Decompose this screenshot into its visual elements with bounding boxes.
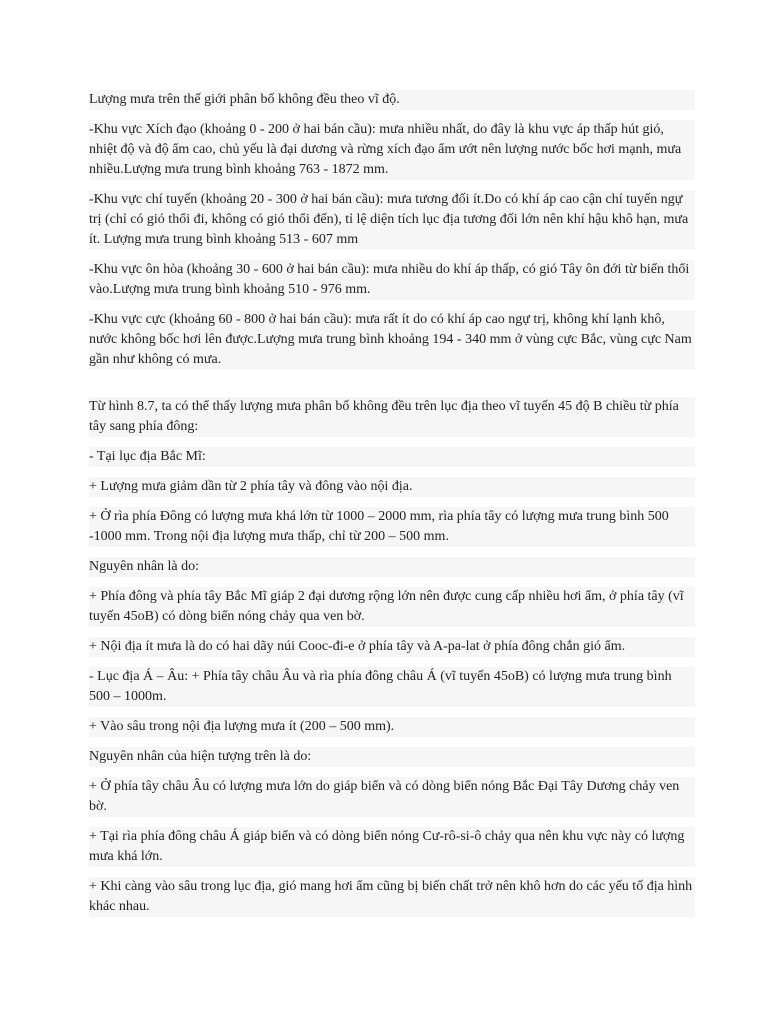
document-page xyxy=(89,90,695,927)
eurasia-cause-1: + Ở phía tây châu Âu có lượng mưa lớn do giáp biển và có dòng biển nóng Bắc Đại Tây Dương chảy ven bờ. xyxy=(89,777,695,817)
na-cause-2: + Nội địa ít mưa là do có hai dãy núi Cooc-đi-e ở phía tây và A-pa-lat ở phía đông chắn gió ẩm. xyxy=(89,637,695,657)
north-america-heading: - Tại lục địa Bắc Mĩ: xyxy=(89,447,695,467)
figure-intro-paragraph: Từ hình 8.7, ta có thể thấy lượng mưa phân bố không đều trên lục địa theo vĩ tuyến 45 độ B chiều từ phía tây sang phía đông: xyxy=(89,397,695,437)
eurasia-paragraph: - Lục địa Á – Âu: + Phía tây châu Âu và rìa phía đông châu Á (vĩ tuyến 45oB) có lượng mưa trung bình 500 – 1000m. xyxy=(89,667,695,707)
polar-paragraph: -Khu vực cực (khoảng 60 - 800 ở hai bán cầu): mưa rất ít do có khí áp cao ngự trị, không khí lạnh khô, nước không bốc hơi lên được.Lượng mưa trung bình khoảng 194 - 340 mm ở vùng cực Bắc, vùng cực Nam gần như không có mưa. xyxy=(89,310,695,370)
intro-paragraph: Lượng mưa trên thế giới phân bố không đều theo vĩ độ. xyxy=(89,90,695,110)
na-cause-heading: Nguyên nhân là do: xyxy=(89,557,695,577)
na-cause-1: + Phía đông và phía tây Bắc Mĩ giáp 2 đại dương rộng lớn nên được cung cấp nhiều hơi ẩm, ở phía tây (vĩ tuyến 45oB) có dòng biển nóng chảy qua ven bờ. xyxy=(89,587,695,627)
temperate-paragraph: -Khu vực ôn hòa (khoảng 30 - 600 ở hai bán cầu): mưa nhiều do khí áp thấp, có gió Tây ôn đới từ biển thổi vào.Lượng mưa trung bình khoảng 510 - 976 mm. xyxy=(89,260,695,300)
na-point-2: + Ở rìa phía Đông có lượng mưa khá lớn từ 1000 – 2000 mm, rìa phía tây có lượng mưa trung bình 500 -1000 mm. Trong nội địa lượng mưa thấp, chỉ từ 200 – 500 mm. xyxy=(89,507,695,547)
eurasia-cause-3: + Khi càng vào sâu trong lục địa, gió mang hơi ẩm cũng bị biến chất trở nên khô hơn do các yếu tố địa hình khác nhau. xyxy=(89,877,695,917)
section-gap xyxy=(89,380,695,397)
equator-paragraph: -Khu vực Xích đạo (khoảng 0 - 200 ở hai bán cầu): mưa nhiều nhất, do đây là khu vực áp thấp hút gió, nhiệt độ và độ ẩm cao, chủ yếu là đại dương và rừng xích đạo ẩm ướt nên lượng nước bốc hơi mạnh, mưa nhiều.Lượng mưa trung bình khoảng 763 - 1872 mm. xyxy=(89,120,695,180)
na-point-1: + Lượng mưa giảm dần từ 2 phía tây và đông vào nội địa. xyxy=(89,477,695,497)
eurasia-cause-heading: Nguyên nhân của hiện tượng trên là do: xyxy=(89,747,695,767)
eurasia-point-1: + Vào sâu trong nội địa lượng mưa ít (200 – 500 mm). xyxy=(89,717,695,737)
eurasia-cause-2: + Tại rìa phía đông châu Á giáp biển và có dòng biển nóng Cư-rô-si-ô chảy qua nên khu vực này có lượng mưa khá lớn. xyxy=(89,827,695,867)
tropic-paragraph: -Khu vực chí tuyến (khoảng 20 - 300 ở hai bán cầu): mưa tương đối ít.Do có khí áp cao cận chí tuyến ngự trị (chỉ có gió thổi đi, không có gió thổi đến), tỉ lệ diện tích lục địa tương đối lớn nên khí hậu khô hạn, mưa ít. Lượng mưa trung bình khoảng 513 - 607 mm xyxy=(89,190,695,250)
